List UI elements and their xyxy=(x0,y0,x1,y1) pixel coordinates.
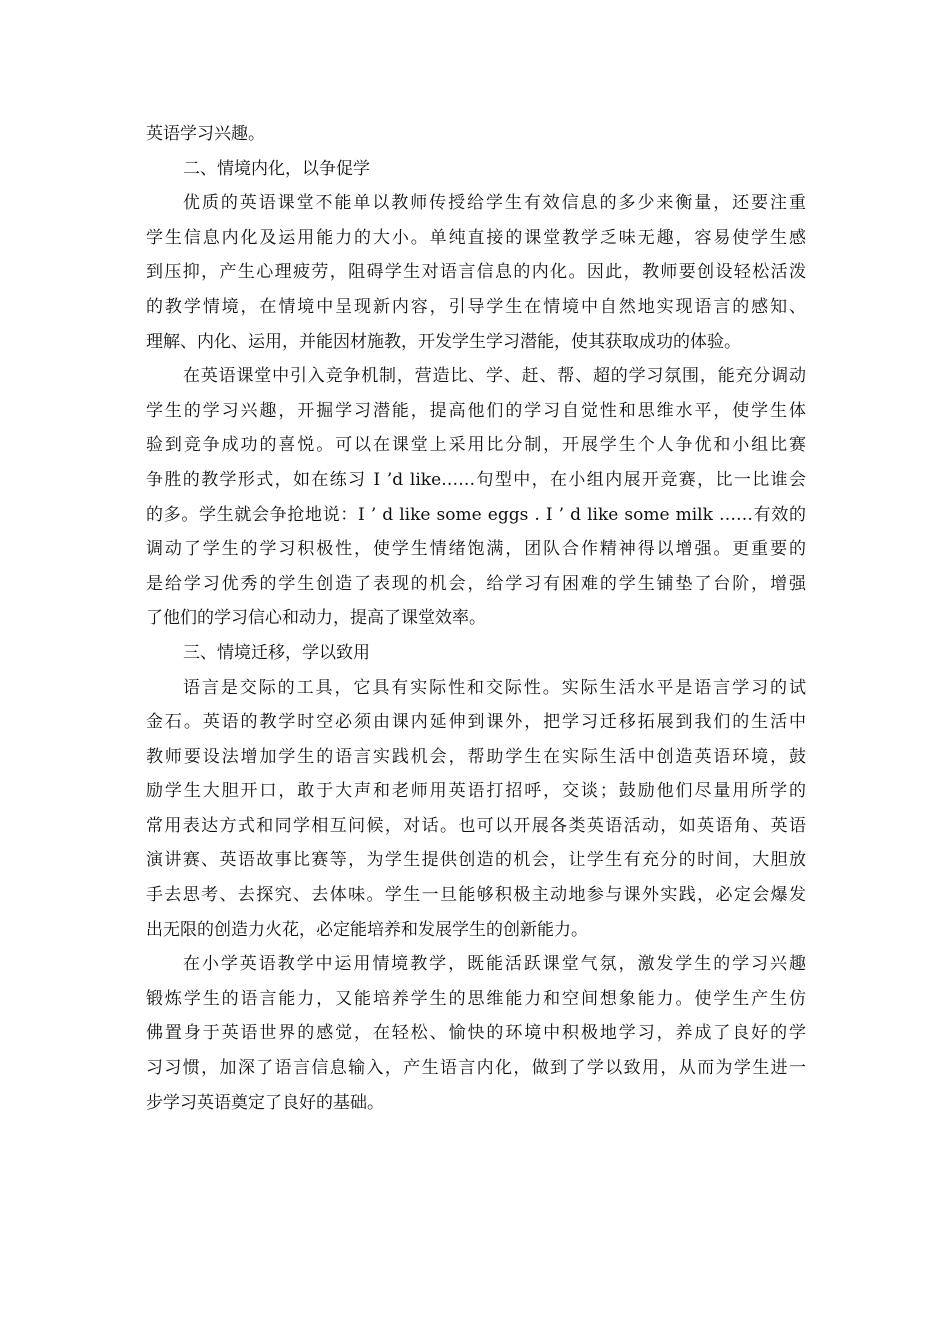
text-line: 步学习英语奠定了良好的基础。 xyxy=(146,1092,384,1113)
text-line: 争胜的教学形式，如在练习 I ’d like……句型中，在小组内展开竞赛，比一比谁会 xyxy=(146,469,806,490)
text-line: 是给学习优秀的学生创造了表现的机会，给学习有困难的学生铺垫了台阶，增强 xyxy=(146,573,806,594)
text-line: 的教学情境，在情境中呈现新内容，引导学生在情境中自然地实现语言的感知、 xyxy=(146,296,806,317)
document-body xyxy=(146,117,806,1120)
text-line: 学生信息内化及运用能力的大小。单纯直接的课堂教学乏味无趣，容易使学生感 xyxy=(146,227,806,248)
text-line: 在小学英语教学中运用情境教学，既能活跃课堂气氛，激发学生的学习兴趣 xyxy=(183,954,806,975)
text-line: 三、情境迁移，学以致用 xyxy=(183,642,370,663)
text-line: 的多。学生就会争抢地说：I ’ d like some eggs . I ’ d like some milk ……有效的 xyxy=(146,504,806,525)
text-line: 学生的学习兴趣，开掘学习潜能，提高他们的学习自觉性和思维水平，使学生体 xyxy=(146,400,806,421)
text-line: 英语学习兴趣。 xyxy=(146,124,265,144)
text-line: 手去思考、去探究、去体味。学生一旦能够积极主动地参与课外实践，必定会爆发 xyxy=(146,885,806,906)
text-line: 金石。英语的教学时空必须由课内延伸到课外，把学习迁移拓展到我们的生活中 xyxy=(146,712,806,733)
text-line: 佛置身于英语世界的感觉，在轻松、愉快的环境中积极地学习，养成了良好的学 xyxy=(146,1023,806,1044)
text-line: 习习惯，加深了语言信息输入，产生语言内化，做到了学以致用，从而为学生进一 xyxy=(146,1058,806,1079)
text-line: 优质的英语课堂不能单以教师传授给学生有效信息的多少来衡量，还要注重 xyxy=(183,193,806,214)
text-line: 语言是交际的工具，它具有实际性和交际性。实际生活水平是语言学习的试 xyxy=(183,677,806,698)
text-line: 在英语课堂中引入竞争机制，营造比、学、赶、帮、超的学习氛围，能充分调动 xyxy=(183,366,806,387)
text-line: 励学生大胆开口，敢于大声和老师用英语打招呼，交谈；鼓励他们尽量用所学的 xyxy=(146,781,806,802)
text-line: 二、情境内化，以争促学 xyxy=(183,158,370,179)
text-line: 锻炼学生的语言能力，又能培养学生的思维能力和空间想象能力。使学生产生仿 xyxy=(146,988,806,1009)
text-line: 理解、内化、运用，并能因材施教，开发学生学习潜能，使其获取成功的体验。 xyxy=(146,331,741,352)
text-line: 演讲赛、英语故事比赛等，为学生提供创造的机会，让学生有充分的时间，大胆放 xyxy=(146,850,806,871)
text-line: 了他们的学习信心和动力，提高了课堂效率。 xyxy=(146,608,486,629)
text-line: 调动了学生的学习积极性，使学生情绪饱满，团队合作精神得以增强。更重要的 xyxy=(146,539,806,560)
text-line: 到压抑，产生心理疲劳，阻碍学生对语言信息的内化。因此，教师要创设轻松活泼 xyxy=(146,262,806,283)
text-line: 常用表达方式和同学相互问候，对话。也可以开展各类英语活动，如英语角、英语 xyxy=(146,815,806,836)
text-line: 验到竞争成功的喜悦。可以在课堂上采用比分制，开展学生个人争优和小组比赛 xyxy=(146,435,806,456)
text-line: 教师要设法增加学生的语言实践机会，帮助学生在实际生活中创造英语环境，鼓 xyxy=(146,746,806,767)
text-line: 出无限的创造力火花，必定能培养和发展学生的创新能力。 xyxy=(146,919,588,940)
